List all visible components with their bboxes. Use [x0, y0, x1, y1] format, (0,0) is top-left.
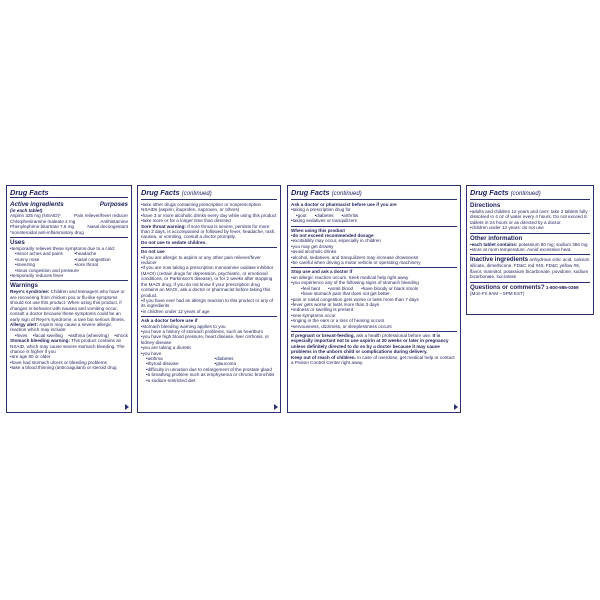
- purposes-heading: Purposes: [99, 201, 128, 208]
- when-using-heading: When using this product: [291, 227, 345, 233]
- panel-title: Drug Facts: [10, 188, 128, 198]
- continue-arrow-icon: [454, 404, 458, 410]
- allergy-list: • hives • facial swelling • asthma (wheezing) • shock: [10, 333, 128, 338]
- panel-title: Drug Facts (continued): [291, 188, 457, 200]
- panel-title: Drug Facts (continued): [470, 188, 590, 200]
- ingredient-row: Chlorpheniramine maleate 2 mg Antihistamine: [10, 218, 128, 224]
- uses-intro: • temporarily relieves these symptoms due to a cold:: [10, 246, 128, 251]
- uses-last: • temporarily reduces fever: [10, 273, 128, 278]
- drug-facts-panel-2: Drug Facts (continued) • take other drugs containing prescription or nonprescription NSAIDs (aspirin, ibuprofen, naproxen, or others) • have 3 or more alcoholic drinks every day while using this product • take more or for a longer time than directed Sore throat warning: If sore throat is severe, persists for more than 2 days, is accompanied or followed by fever, headache, rash, nausea, or vomiting, consult a doctor promptly. Do not use to sedate children. Do not use • if you are allergic to aspirin or any other pain reliever/fever reducer • if you are now taking a prescription monoamine oxidase inhibitor (MAOI) (certain drugs for depression, psychiatric, or emotional conditions, or Parkinson's disease), or for 2 weeks after stopping the MAOI drug. If you do not know if your prescription drug contains an MAOI, ask a doctor or pharmacist before taking this product. • if you have ever had an allergic reaction to this product or any of its ingredients • in children under 12 years of age Ask a doctor before use if • stomach bleeding warning applies to you • you have a history of stomach problems, such as heartburn • you have high blood pressure, heart disease, liver cirrhosis, or kidney disease • you are taking a diuretic • you have • asthma • thyroid disease • diabetes • glaucoma • difficulty in urination due to enlargement of the prostate gland • a breathing problem such as emphysema or chronic bronchitis • a sodium-restricted diet: [137, 185, 281, 413]
- drug-facts-panel-4: Drug Facts (continued) Directions • adults and children 12 years and over: take 2 tablets fully dissolved in 4 oz of water every 4 hours. Do not exceed 8 tablets in 24 hours or as directed by a doctor. • children under 12 years: do not use Other information • each tablet contains: potassium 80 mg; sodium 366 mg • store at room temperature. Avoid excessive heat. Inactive ingredients anhydrous citric acid, calcium silicate, dimethicone, FD&C red #40, FD&C yellow #6, flavor, mannitol, potassium bicarbonate, povidone, sodium bicarbonate, sucralose Questions or comments? 1-800-986-0369 (Mon-Fri 9AM – 5PM EST): [466, 185, 594, 315]
- phone-number: 1-800-986-0369: [545, 284, 579, 290]
- ask-doctor-heading: Ask a doctor before use if: [141, 318, 198, 324]
- uses-heading: Uses: [10, 239, 25, 247]
- directions-heading: Directions: [470, 202, 501, 209]
- conditions-list: • asthma • thyroid disease • diabetes • glaucoma: [141, 356, 277, 367]
- stop-use-heading: Stop use and ask a doctor if: [291, 269, 353, 275]
- keep-out-of-reach: Keep out of reach of children. In case of overdose, get medical help or contact a Poison Control Center right away.: [291, 354, 455, 365]
- prescription-conditions: • gout • diabetes • arthritis: [291, 213, 457, 218]
- reyes-warning: Reye's syndrome: Children and teenagers who have or are recovering from chicken pox or flu-like symptoms should not use this product. When using this product, if changes in behavior with nausea and vomiting occur, consult a doctor because these symptoms could be an early sign of Reye's syndrome, a rare but serious illness.: [10, 289, 126, 322]
- sore-throat-warning: Sore throat warning: If sore throat is severe, persists for more than 2 days, is accompanied or followed by fever, headache, rash, nausea, or vomiting, consult a doctor promptly.: [141, 223, 276, 240]
- inactive-ingredients: Inactive ingredients anhydrous citric acid, calcium silicate, dimethicone, FD&C red #40, FD&C yellow #6, flavor, mannitol, potassium bicarbonate, povidone, sodium bicarbonate, sucralose: [470, 256, 590, 280]
- active-ingredients-heading: Active ingredients: [10, 201, 64, 208]
- pregnancy-warning: If pregnant or breast-feeding, ask a health professional before use. It is especially important not to use aspirin at 20 weeks or later in pregnancy unless definitely directed to do so by a doctor because it may cause problems in the unborn child or complications during delivery.: [291, 332, 449, 355]
- other-information-heading: Other information: [470, 234, 523, 242]
- allergy-alert: Allergy alert: Aspirin may cause a severe allergic reaction which may include:: [10, 321, 112, 333]
- drug-facts-panel-1: Drug Facts Active ingredients (in each tablet) Purposes Aspirin 325 mg (NSAID)* Pain reliever/fever reducer Chlorpheniramine maleate 2 mg Antihistamine Phenylephrine bitartrate 7.8 mg Nasal decongestant *nonsteroidal anti-inflammatory drug Uses • temporarily relieves these symptoms due to a cold: • minor aches and pains • runny nose • sneezing • headache • nasal congestion • sore throat • sinus congestion and pressure • temporarily reduces fever Warnings Reye's syndrome: Children and teenagers who have or are recovering from chicken pox or flu-like symptoms should not use this product. When using this product, if changes in behavior with nausea and vomiting occur, consult a doctor because these symptoms could be an early sign of Reye's syndrome, a rare but serious illness. Allergy alert: Aspirin may cause a severe allergic reaction which may include: • hives • facial swelling • asthma (wheezing) • shock Stomach bleeding warning: This product contains an NSAID, which may cause severe stomach bleeding. The chance is higher if you • are age 60 or older • have had stomach ulcers or bleeding problems • take a blood thinning (anticoagulant) or steroid drug: [6, 185, 132, 413]
- continue-arrow-icon: [274, 404, 278, 410]
- warnings-heading: Warnings: [10, 282, 38, 290]
- continue-arrow-icon: [125, 404, 129, 410]
- ingredient-row: Phenylephrine bitartrate 7.8 mg Nasal decongestant: [10, 224, 128, 230]
- ask-pharmacist-heading: Ask a doctor or pharmacist before use if you are: [291, 202, 397, 207]
- drug-facts-panel-3: Drug Facts (continued) Ask a doctor or pharmacist before use if you are • taking a prescription drug for • gout • diabetes • arthritis • taking sedatives or tranquilizers When using this product • do not exceed recommended dosage • excitability may occur, especially in children • you may get drowsy • avoid alcoholic drinks • alcohol, sedatives, and tranquilizers may increase drowsiness • be careful when driving a motor vehicle or operating machinery Stop use and ask a doctor if • an allergic reaction occurs. Seek medical help right away • you experience any of the following signs of stomach bleeding • feel faint • vomit blood • have bloody or black stools • have stomach pain that does not get better • pain or nasal congestion gets worse or lasts more than 7 days • fever gets worse or lasts more than 3 days • redness or swelling is present • new symptoms occur • ringing in the ears or a loss of hearing occurs • nervousness, dizziness, or sleeplessness occurs If pregnant or breast-feeding, ask a health professional before use. It is especially important not to use aspirin at 20 weeks or later in pregnancy unless definitely directed to do so by a doctor because it may cause problems in the unborn child or complications during delivery. Keep out of reach of children. In case of overdose, get medical help or contact a Poison Control Center right away.: [287, 185, 461, 413]
- active-ingredients-subheading: (in each tablet): [10, 208, 43, 213]
- do-not-use-heading: Do not use: [141, 249, 165, 255]
- hours: (Mon-Fri 9AM – 5PM EST): [470, 290, 525, 296]
- questions: Questions or comments? 1-800-986-0369: [470, 283, 579, 291]
- sedate-warning: Do not use to sedate children.: [141, 239, 207, 245]
- nsaid-note: *nonsteroidal anti-inflammatory drug: [10, 229, 84, 235]
- bleeding-signs: • feel faint • vomit blood • have bloody or black stools: [291, 286, 457, 291]
- ingredient-row: Aspirin 325 mg (NSAID)* Pain reliever/fever reducer: [10, 213, 128, 219]
- stomach-warning: Stomach bleeding warning: This product contains an NSAID, which may cause severe stomach bleeding. The chance is higher if you: [10, 338, 125, 354]
- uses-list: • minor aches and pains • runny nose • sneezing • headache • nasal congestion • sore throat: [10, 251, 128, 267]
- panel-title: Drug Facts (continued): [141, 188, 277, 200]
